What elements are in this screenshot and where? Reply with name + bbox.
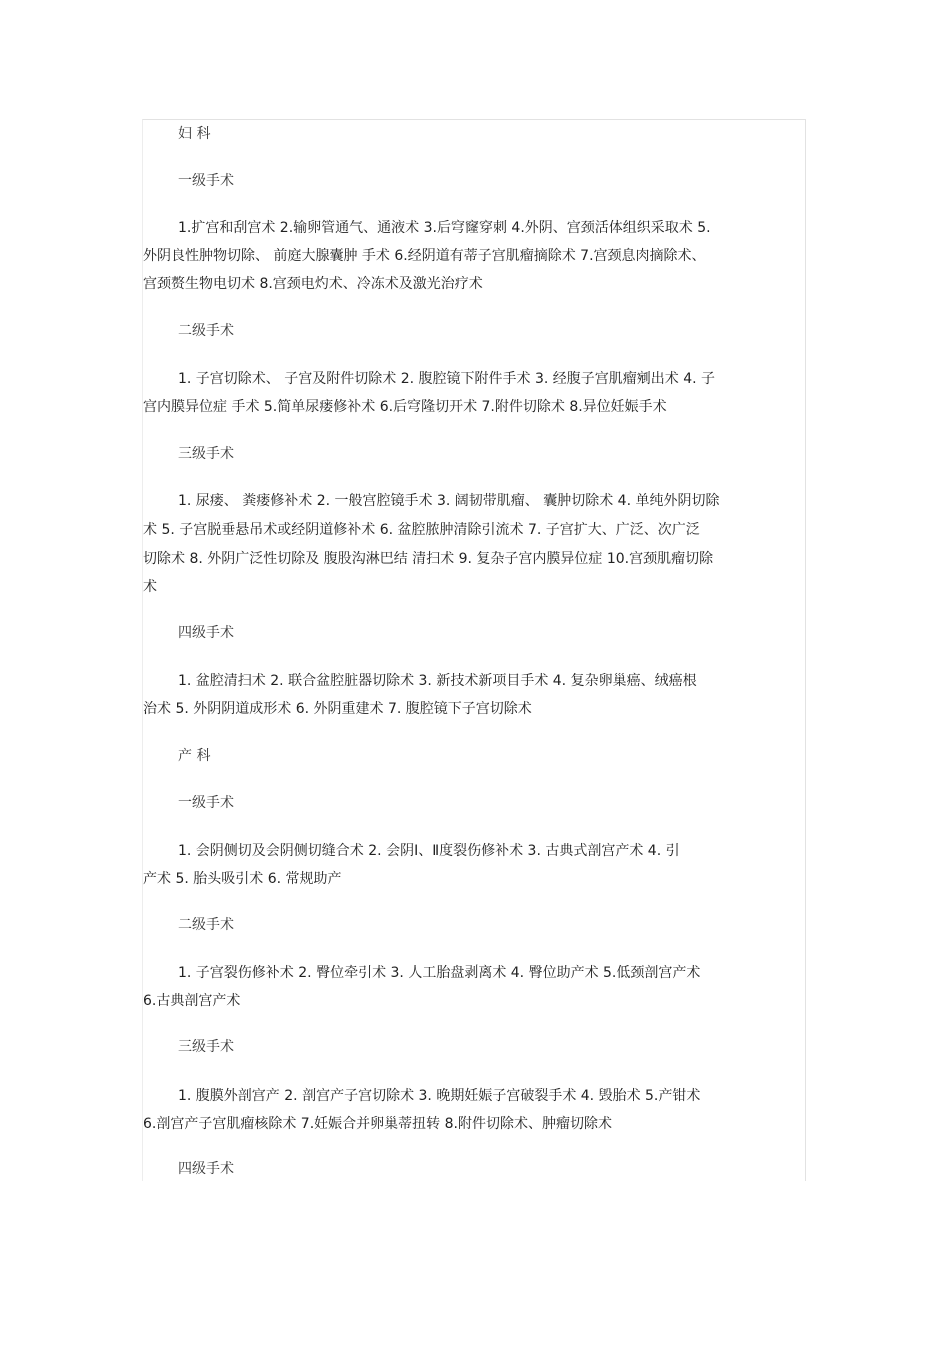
gyn-level2-title: 二级手术 xyxy=(178,323,234,339)
obs-level3-line: 1. 腹膜外剖宫产 2. 剖宫产子宫切除术 3. 晚期妊娠子宫破裂手术 4. 毁胎术 5.产钳术 xyxy=(178,1088,701,1104)
obs-level2-line: 1. 子宫裂伤修补术 2. 臀位牵引术 3. 人工胎盘剥离术 4. 臀位助产术 5.低颈剖宫产术 xyxy=(178,965,701,981)
obs-level3-title: 三级手术 xyxy=(178,1039,234,1055)
obs-level1-line: 产术 5. 胎头吸引术 6. 常规助产 xyxy=(143,871,342,887)
gyn-level2-line: 宫内膜异位症 手术 5.简单尿瘘修补术 6.后穹隆切开术 7.附件切除术 8.异位妊娠手术 xyxy=(143,399,667,415)
obs-level1-title: 一级手术 xyxy=(178,795,234,811)
obs-level3-line: 6.剖宫产子宫肌瘤核除术 7.妊娠合并卵巢蒂扭转 8.附件切除术、肿瘤切除术 xyxy=(143,1116,612,1132)
gyn-level2-line: 1. 子宫切除术、 子宫及附件切除术 2. 腹腔镜下附件手术 3. 经腹子宫肌瘤剜出术 4. 子 xyxy=(178,371,716,387)
gyn-level4-title: 四级手术 xyxy=(178,625,234,641)
dept-heading-gynecology: 妇 科 xyxy=(178,126,211,142)
dept-heading-obstetrics: 产 科 xyxy=(178,748,211,764)
gyn-level3-line: 1. 尿瘘、 粪瘘修补术 2. 一般宫腔镜手术 3. 阔韧带肌瘤、 囊肿切除术 4. 单纯外阴切除 xyxy=(178,493,720,509)
gyn-level3-line: 术 5. 子宫脱垂悬吊术或经阴道修补术 6. 盆腔脓肿清除引流术 7. 子宫扩大、广泛、次广泛 xyxy=(143,522,700,538)
gyn-level3-line: 切除术 8. 外阴广泛性切除及 腹股沟淋巴结 清扫术 9. 复杂子宫内膜异位症 10.宫颈肌瘤切除 xyxy=(143,551,714,567)
gyn-level3-line: 术 xyxy=(143,579,157,595)
gyn-level4-line: 1. 盆腔清扫术 2. 联合盆腔脏器切除术 3. 新技术新项目手术 4. 复杂卵巢癌、绒癌根 xyxy=(178,673,697,689)
gyn-level1-title: 一级手术 xyxy=(178,173,234,189)
obs-level2-title: 二级手术 xyxy=(178,917,234,933)
obs-level1-line: 1. 会阴侧切及会阴侧切缝合术 2. 会阴Ⅰ、Ⅱ度裂伤修补术 3. 古典式剖宫产术 4. 引 xyxy=(178,843,680,859)
gyn-level1-line: 宫颈赘生物电切术 8.宫颈电灼术、冷冻术及激光治疗术 xyxy=(143,276,483,292)
obs-level4-title: 四级手术 xyxy=(178,1161,234,1177)
gyn-level1-line: 外阴良性肿物切除、 前庭大腺囊肿 手术 6.经阴道有蒂子宫肌瘤摘除术 7.宫颈息肉摘除术、 xyxy=(143,248,706,264)
obs-level2-line: 6.古典剖宫产术 xyxy=(143,993,241,1009)
gyn-level4-line: 治术 5. 外阴阴道成形术 6. 外阴重建术 7. 腹腔镜下子宫切除术 xyxy=(143,701,532,717)
gyn-level1-line: 1.扩宫和刮宫术 2.输卵管通气、通液术 3.后穹窿穿刺 4.外阴、宫颈活体组织采取术 5. xyxy=(178,220,711,236)
gyn-level3-title: 三级手术 xyxy=(178,446,234,462)
